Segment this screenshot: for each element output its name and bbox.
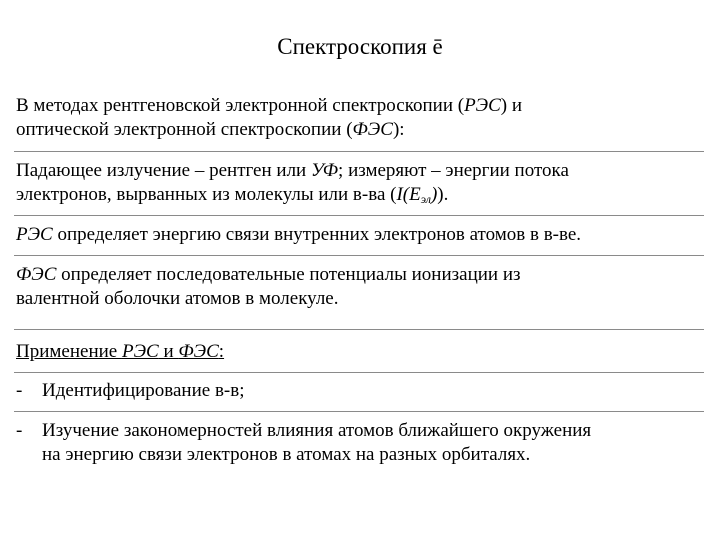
electron-symbol: ē bbox=[432, 34, 443, 59]
separator-4 bbox=[14, 329, 704, 330]
incident-radiation-paragraph bbox=[16, 159, 706, 211]
list-item-text-1: Изучение закономерностей влияния атомов ближайшего окружения bbox=[42, 420, 592, 441]
intro-paragraph bbox=[16, 94, 706, 142]
res-paragraph bbox=[16, 223, 706, 247]
bullet-dash: - bbox=[16, 420, 23, 441]
bullet-dash: - bbox=[16, 380, 23, 401]
separator-6 bbox=[14, 411, 704, 412]
res-abbr: РЭС bbox=[464, 95, 501, 116]
applications-heading-text: Применение РЭС и ФЭС: bbox=[16, 341, 225, 362]
separator-1 bbox=[14, 151, 704, 152]
separator-5 bbox=[14, 372, 704, 373]
res-description: определяет энергию связи внутренних электронов атомов в в-ве. bbox=[52, 224, 582, 245]
separator-3 bbox=[14, 255, 704, 256]
fes-abbr: ФЭС bbox=[352, 119, 393, 140]
list-item bbox=[16, 419, 706, 467]
formula-subscript: эл bbox=[420, 192, 431, 206]
fes-label: ФЭС bbox=[16, 264, 57, 285]
incident-text-1: Падающее излучение – рентген или bbox=[16, 160, 311, 181]
uv-abbr: УФ bbox=[310, 160, 339, 181]
intro-text-1: В методах рентгеновской электронной спектроскопии ( bbox=[16, 95, 465, 116]
separator-2 bbox=[14, 215, 704, 216]
list-item bbox=[16, 379, 706, 403]
incident-text-2: ; измеряют – энергии потока bbox=[338, 160, 569, 181]
incident-text-4: ). bbox=[437, 184, 449, 205]
res-label: РЭС bbox=[16, 224, 53, 245]
fes-description-1: определяет последовательные потенциалы ионизации из bbox=[56, 264, 521, 285]
fes-paragraph bbox=[16, 263, 706, 311]
intro-text-4: ): bbox=[392, 119, 405, 140]
slide-title bbox=[0, 33, 720, 61]
intro-text-3: оптической электронной спектроскопии ( bbox=[16, 119, 353, 140]
applications-heading bbox=[16, 340, 706, 364]
intensity-formula: $I(E_{эл})$ bbox=[396, 184, 438, 206]
incident-text-3: электронов, вырванных из молекулы или в-ва ( bbox=[16, 184, 397, 205]
intro-text-2: ) и bbox=[500, 95, 523, 116]
fes-description-2: валентной оболочки атомов в молекуле. bbox=[16, 288, 339, 309]
list-item-text: Идентифицирование в-в; bbox=[42, 380, 245, 401]
title-text: Спектроскопия bbox=[277, 34, 433, 59]
list-item-text-2: на энергию связи электронов в атомах на разных орбиталях. bbox=[42, 444, 531, 465]
